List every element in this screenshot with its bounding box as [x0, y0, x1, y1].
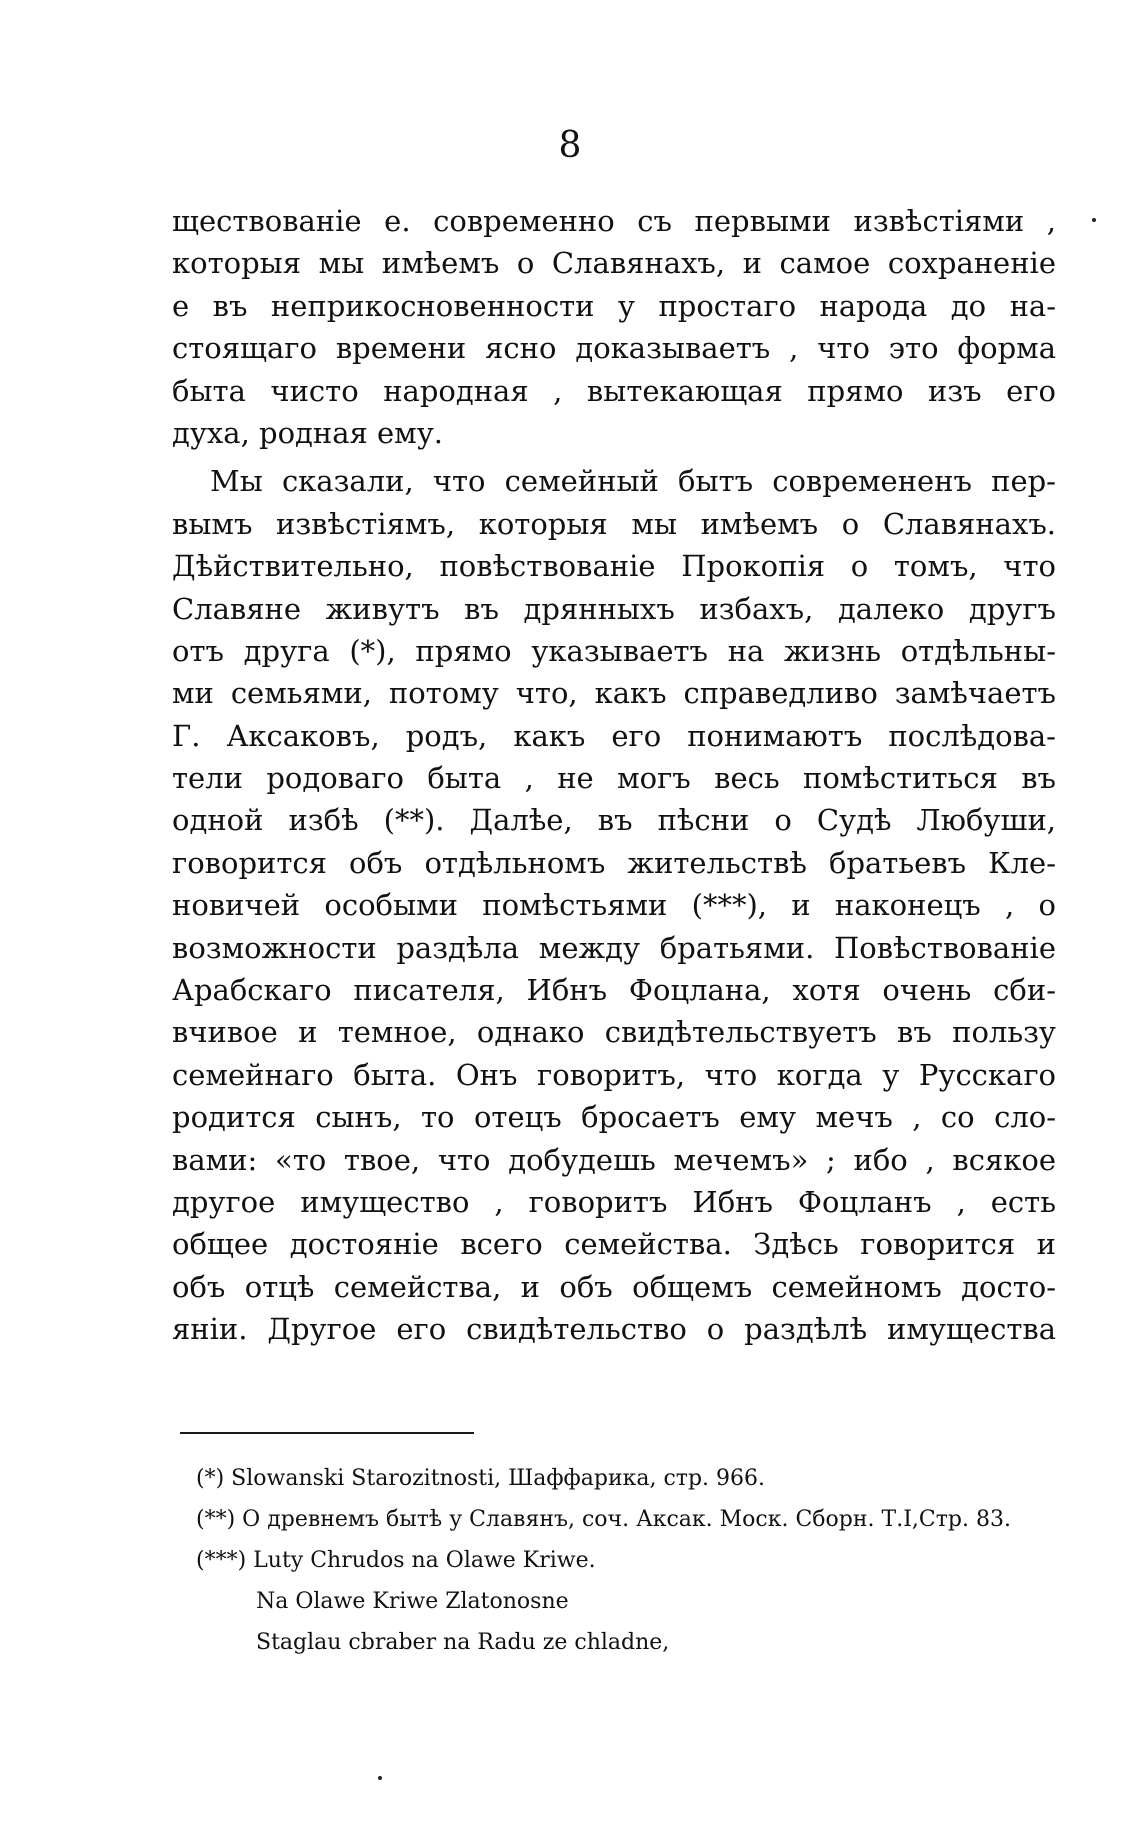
text-line: Мы сказали, что семейный бытъ современенъ пер-: [210, 464, 1056, 499]
text-line: духа, родная ему.: [172, 415, 444, 450]
text-line: вчивое и темное, однако свидѣтельствуетъ въ пользу: [172, 1015, 1056, 1050]
text-line: ми семьями, потому что, какъ справедливо замѣчаетъ: [172, 676, 1056, 711]
footnote-3: (***) Luty Chrudos na Olawe Kriwe.: [196, 1548, 596, 1573]
text-line: возможности раздѣла между братьями. Повѣствованіе: [172, 930, 1056, 965]
paragraph-1: [172, 200, 1056, 454]
footnote-separator: [180, 1432, 474, 1434]
stray-mark: [1092, 218, 1096, 222]
text-line: яніи. Другое его свидѣтельство о раздѣлѣ имущества: [172, 1312, 1056, 1347]
text-line: Арабскаго писателя, Ибнъ Фоцлана, хотя очень сби-: [172, 973, 1056, 1008]
text-line: новичей особыми помѣстьями (***), и наконецъ , о: [172, 888, 1056, 923]
body-text: [172, 200, 1056, 1351]
footnotes: [196, 1458, 1066, 1663]
text-line: другое имущество , говоритъ Ибнъ Фоцланъ , есть: [172, 1184, 1056, 1219]
footnote-3-continuation: Staglau cbraber na Radu ze chladne,: [256, 1630, 670, 1655]
text-line: одной избѣ (**). Далѣе, въ пѣсни о Судѣ Любуши,: [172, 803, 1056, 838]
text-line: общее достояніе всего семейства. Здѣсь говорится и: [172, 1227, 1056, 1262]
paragraph-2: [172, 460, 1056, 1350]
text-line: тели родоваго быта , не могъ весь помѣститься въ: [172, 761, 1056, 796]
text-line: говорится объ отдѣльномъ жительствѣ братьевъ Кле-: [172, 845, 1056, 880]
text-line: родится сынъ, то отецъ бросаетъ ему мечъ , со сло-: [172, 1100, 1056, 1135]
text-line: ществованіе е. современно съ первыми извѣстіями ,: [172, 204, 1056, 238]
text-line: семейнаго быта. Онъ говоритъ, что когда у Русскаго: [172, 1057, 1056, 1092]
text-line: которыя мы имѣемъ о Славянахъ, и самое сохраненіе: [172, 246, 1056, 281]
text-line: объ отцѣ семейства, и объ общемъ семейномъ досто-: [172, 1269, 1056, 1304]
text-line: вами: «то твое, что добудешь мечемъ» ; ибо , всякое: [172, 1142, 1056, 1177]
stray-mark: [378, 1776, 382, 1780]
text-line: быта чисто народная , вытекающая прямо изъ его: [172, 373, 1056, 408]
footnote-3-continuation: Na Olawe Kriwe Zlatonosne: [256, 1589, 569, 1614]
footnote-1: (*) Slowanski Starozitnosti, Шаффарика, стр. 966.: [196, 1466, 766, 1491]
text-line: Дѣйствительно, повѣствованіе Прокопія о томъ, что: [172, 549, 1056, 584]
text-line: е въ неприкосновенности у простаго народа до на-: [172, 288, 1056, 323]
footnote-2: (**) О древнемъ бытѣ у Славянъ, соч. Аксак. Моск. Сборн. Т.І,Стр. 83.: [196, 1507, 1011, 1532]
page-number: 8: [558, 125, 582, 166]
text-line: Славяне живутъ въ дрянныхъ избахъ, далеко другъ: [172, 591, 1056, 626]
text-line: стоящаго времени ясно доказываетъ , что это форма: [172, 331, 1056, 366]
text-line: Г. Аксаковъ, родъ, какъ его понимаютъ послѣдова-: [172, 718, 1056, 753]
text-line: вымъ извѣстіямъ, которыя мы имѣемъ о Славянахъ.: [172, 506, 1056, 541]
text-line: отъ друга (*), прямо указываетъ на жизнь отдѣльны-: [172, 633, 1056, 668]
